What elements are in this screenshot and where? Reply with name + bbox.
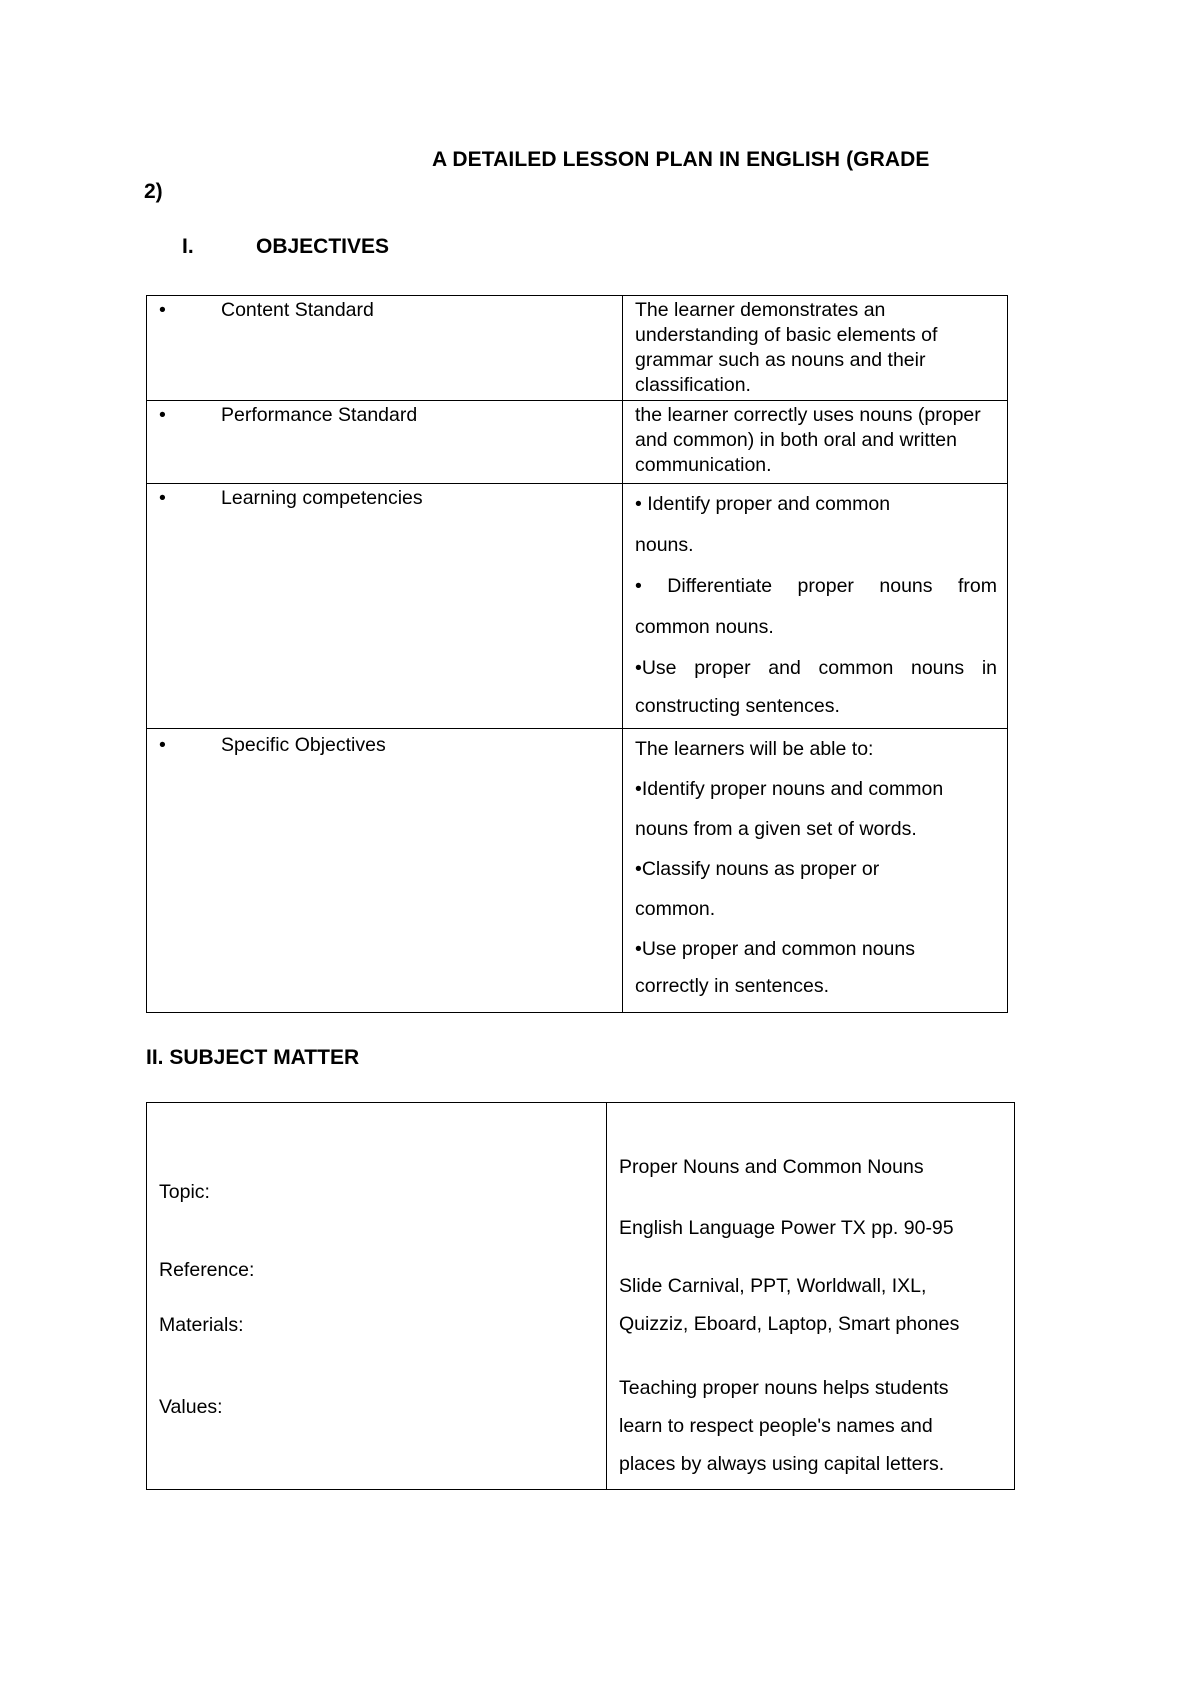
content-standard-text: The learner demonstrates an understanding of basic elements of grammar such as nouns and their classification. <box>635 299 938 396</box>
performance-standard-label: Performance Standard <box>221 404 418 426</box>
row-label-cell <box>147 729 623 1013</box>
values-cell <box>607 1103 1015 1490</box>
row-label-cell <box>147 484 623 729</box>
objective-line: •Classify nouns as proper or <box>635 858 880 880</box>
specific-objectives-label: Specific Objectives <box>221 734 386 756</box>
row-label-cell <box>147 401 623 484</box>
competency-line: •Use proper and common nouns in <box>635 657 997 679</box>
bullet: • <box>159 734 166 756</box>
bullet: • <box>159 299 166 321</box>
row-label-cell <box>147 296 623 401</box>
objectives-table <box>146 295 1008 1013</box>
objective-line: The learners will be able to: <box>635 738 874 760</box>
competency-line: • Differentiate proper nouns from <box>635 575 997 597</box>
values-line: places by always using capital letters. <box>619 1453 945 1475</box>
row-value-cell <box>623 484 1008 729</box>
objective-line: •Identify proper nouns and common <box>635 778 944 800</box>
labels-cell <box>147 1103 607 1490</box>
materials-line: Slide Carnival, PPT, Worldwall, IXL, <box>619 1275 927 1297</box>
section-heading-objectives <box>182 235 389 259</box>
row-value-cell <box>623 296 1008 401</box>
table-row <box>147 401 1008 484</box>
topic-label: Topic: <box>159 1181 210 1203</box>
values-line: learn to respect people's names and <box>619 1415 933 1437</box>
competency-line: common nouns. <box>635 616 774 638</box>
learning-competencies-label: Learning competencies <box>221 487 423 509</box>
objective-line: nouns from a given set of words. <box>635 818 917 840</box>
materials-line: Quizziz, Eboard, Laptop, Smart phones <box>619 1313 960 1335</box>
materials-label: Materials: <box>159 1314 244 1336</box>
table-row <box>147 484 1008 729</box>
objective-line: correctly in sentences. <box>635 975 830 997</box>
reference-label: Reference: <box>159 1259 255 1281</box>
objective-line: common. <box>635 898 716 920</box>
section-number: I. <box>182 235 194 258</box>
performance-standard-text: the learner correctly uses nouns (proper and common) in both oral and written communication. <box>635 404 981 476</box>
section-title: OBJECTIVES <box>256 235 390 258</box>
values-line: Teaching proper nouns helps students <box>619 1377 949 1399</box>
reference-value: English Language Power TX pp. 90-95 <box>619 1217 954 1239</box>
row-value-cell <box>623 401 1008 484</box>
table-row <box>147 729 1008 1013</box>
section-heading-subject-matter: II. SUBJECT MATTER <box>146 1046 360 1069</box>
document-title: A DETAILED LESSON PLAN IN ENGLISH (GRADE <box>432 148 930 171</box>
values-label: Values: <box>159 1396 223 1418</box>
bullet: • <box>159 487 166 509</box>
subject-matter-table <box>146 1102 1015 1490</box>
competency-line: nouns. <box>635 534 694 556</box>
competency-line: • Identify proper and common <box>635 493 891 515</box>
content-standard-label: Content Standard <box>221 299 374 321</box>
materials-value <box>619 1267 959 1343</box>
table-row <box>147 1103 1015 1490</box>
row-value-cell <box>623 729 1008 1013</box>
values-value <box>619 1369 949 1483</box>
topic-value: Proper Nouns and Common Nouns <box>619 1156 924 1178</box>
competency-line: constructing sentences. <box>635 695 840 717</box>
table-row <box>147 296 1008 401</box>
objective-line: •Use proper and common nouns <box>635 938 915 960</box>
document-title-continued: 2) <box>144 180 163 203</box>
bullet: • <box>159 404 166 426</box>
